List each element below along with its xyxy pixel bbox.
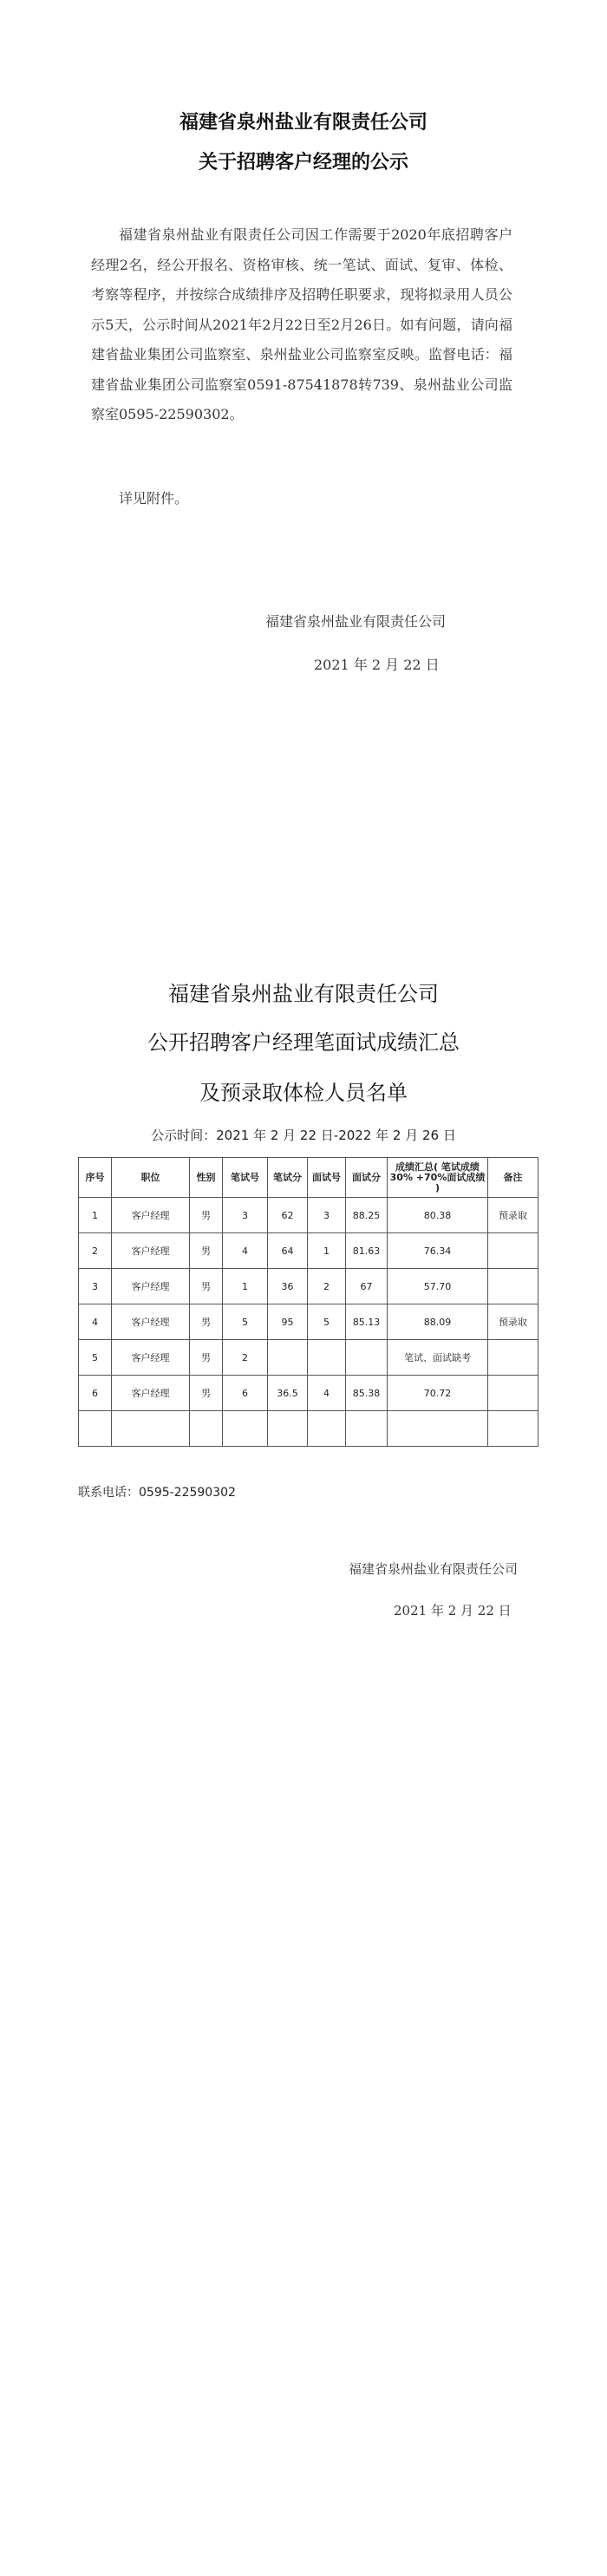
empty-cell [346, 1411, 388, 1447]
table-cell: 男 [190, 1340, 223, 1376]
table-cell: 85.38 [346, 1376, 388, 1411]
table-cell [488, 1340, 538, 1376]
table-cell: 男 [190, 1304, 223, 1340]
table-row [79, 1233, 538, 1269]
table-cell: 4 [223, 1233, 268, 1269]
table-cell: 36 [268, 1269, 308, 1304]
table-cell: 80.38 [388, 1198, 488, 1233]
empty-cell [112, 1411, 190, 1447]
table-cell: 1 [79, 1198, 112, 1233]
notice-subtitle: 关于招聘客户经理的公示 [198, 152, 408, 173]
table-cell: 笔试、面试缺考 [388, 1340, 488, 1376]
table-cell: 6 [223, 1376, 268, 1411]
table-cell: 3 [223, 1198, 268, 1233]
notice-body [91, 220, 512, 430]
list-title-line-3: 及预录取体检人员名单 [199, 1081, 408, 1105]
table-cell: 88.25 [346, 1198, 388, 1233]
header-cell: 笔试号 [223, 1158, 268, 1198]
table-cell: 客户经理 [112, 1269, 190, 1304]
table-cell: 5 [223, 1304, 268, 1340]
table-cell: 57.70 [388, 1269, 488, 1304]
list-title-line-2: 公开招聘客户经理笔面试成绩汇总 [147, 1030, 460, 1055]
header-cell: 性别 [190, 1158, 223, 1198]
notice-title: 福建省泉州盐业有限责任公司 [179, 112, 428, 134]
table-cell: 3 [79, 1269, 112, 1304]
table-cell: 5 [79, 1340, 112, 1376]
table-cell [268, 1340, 308, 1376]
table-cell: 5 [308, 1304, 346, 1340]
table-cell: 1 [223, 1269, 268, 1304]
table-cell: 64 [268, 1233, 308, 1269]
table-cell: 男 [190, 1269, 223, 1304]
table-row [79, 1269, 538, 1304]
contact-phone: 联系电话：0595-22590302 [78, 1486, 236, 1500]
notice-signature-date: 2021 年 2 月 22 日 [314, 657, 440, 673]
table-cell: 85.13 [346, 1304, 388, 1340]
table-row [79, 1340, 538, 1376]
table-cell: 3 [308, 1198, 346, 1233]
table-cell: 6 [79, 1376, 112, 1411]
table-cell: 预录取 [488, 1304, 538, 1340]
empty-cell [190, 1411, 223, 1447]
table-cell: 男 [190, 1376, 223, 1411]
header-cell: 职位 [112, 1158, 190, 1198]
table-cell: 客户经理 [112, 1233, 190, 1269]
table-cell: 95 [268, 1304, 308, 1340]
table-cell [488, 1269, 538, 1304]
table-cell: 客户经理 [112, 1340, 190, 1376]
empty-cell [388, 1411, 488, 1447]
header-cell: 序号 [79, 1158, 112, 1198]
table-cell: 客户经理 [112, 1198, 190, 1233]
table-cell: 客户经理 [112, 1376, 190, 1411]
empty-cell [223, 1411, 268, 1447]
empty-cell [79, 1411, 112, 1447]
list-title-line-1: 福建省泉州盐业有限责任公司 [168, 982, 439, 1006]
notice-paragraph: 福建省泉州盐业有限责任公司因工作需要于2020年底招聘客户经理2名，经公开报名、资格审核、统一笔试、面试、复审、体检、考察等程序，并按综合成绩排序及招聘任职要求，现将拟录用人员公示5天，公示时间从2021年2月22日至2月26日。如有问题，请向福建省盐业集团公司监察室、泉州盐业公司监察室反映。监督电话：福建省盐业集团公司监察室0591-87541878转739、泉州盐业公司监察室0595-22590302。 [91, 226, 512, 422]
empty-cell [488, 1411, 538, 1447]
table-cell: 2 [223, 1340, 268, 1376]
header-cell: 备注 [488, 1158, 538, 1198]
table-row [79, 1198, 538, 1233]
header-cell: 成绩汇总( 笔试成绩 30% +70%面试成绩 ) [388, 1158, 488, 1198]
table-cell: 男 [190, 1233, 223, 1269]
list-signature-org: 福建省泉州盐业有限责任公司 [349, 1561, 519, 1577]
table-cell: 2 [79, 1233, 112, 1269]
notice-signature-org: 福建省泉州盐业有限责任公司 [265, 613, 447, 630]
header-cell: 面试号 [308, 1158, 346, 1198]
table-cell: 81.63 [346, 1233, 388, 1269]
publicity-period: 公示时间：2021 年 2 月 22 日-2022 年 2 月 26 日 [151, 1128, 456, 1143]
table-cell: 男 [190, 1198, 223, 1233]
table-cell: 62 [268, 1198, 308, 1233]
table-row [79, 1304, 538, 1340]
header-cell: 面试分 [346, 1158, 388, 1198]
empty-cell [308, 1411, 346, 1447]
table-row [79, 1376, 538, 1411]
table-cell: 67 [346, 1269, 388, 1304]
table-cell: 预录取 [488, 1198, 538, 1233]
table-cell [488, 1376, 538, 1411]
table-cell [346, 1340, 388, 1376]
table-cell: 客户经理 [112, 1304, 190, 1340]
table-cell: 88.09 [388, 1304, 488, 1340]
table-cell: 36.5 [268, 1376, 308, 1411]
table-cell: 4 [79, 1304, 112, 1340]
table-cell: 4 [308, 1376, 346, 1411]
table-cell: 76.34 [388, 1233, 488, 1269]
table-cell: 70.72 [388, 1376, 488, 1411]
table-cell: 1 [308, 1233, 346, 1269]
attachment-note: 详见附件。 [119, 490, 189, 507]
empty-cell [268, 1411, 308, 1447]
table-cell [488, 1233, 538, 1269]
empty-table-row [79, 1411, 538, 1447]
table-cell [308, 1340, 346, 1376]
list-signature-date: 2021 年 2 月 22 日 [394, 1603, 512, 1618]
table-cell: 2 [308, 1269, 346, 1304]
score-table [78, 1157, 538, 1447]
table-header-row [79, 1158, 538, 1198]
header-cell: 笔试分 [268, 1158, 308, 1198]
